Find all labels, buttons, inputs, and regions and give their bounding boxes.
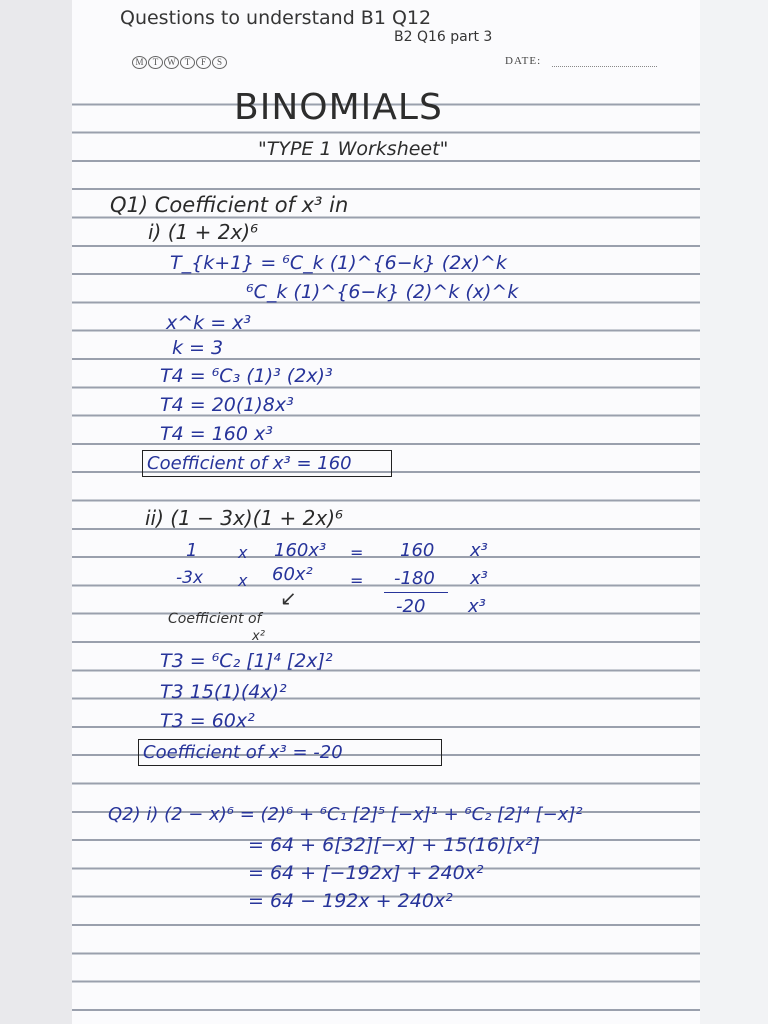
q1ii-r1-b: x xyxy=(238,543,248,562)
q2-line4: = 64 − 192x + 240x² xyxy=(248,890,453,912)
page-edge xyxy=(700,0,768,1024)
date-line xyxy=(552,66,657,67)
q1ii-r2-b: x xyxy=(238,571,248,590)
q1-heading: Q1) Coefficient of x³ in xyxy=(110,193,349,217)
q1i-line2: ⁶C_k (1)^{6−k} (2)^k (x)^k xyxy=(246,281,519,303)
q1ii-arrow: ↙ xyxy=(280,586,297,610)
q1ii-r2-f: x³ xyxy=(470,568,488,589)
q1i-line3: x^k = x³ xyxy=(166,312,252,334)
q1i-line7: T4 = 160 x³ xyxy=(160,423,273,445)
q1ii-line1: T3 = ⁶C₂ [1]⁴ [2x]² xyxy=(160,650,333,672)
q1ii-note1: Coefficient of xyxy=(168,611,262,627)
date-label: DATE: xyxy=(505,55,542,67)
day-w[interactable]: W xyxy=(164,56,179,69)
day-s[interactable]: S xyxy=(212,56,227,69)
q1ii-line2: T3 15(1)(4x)² xyxy=(160,681,287,703)
day-t[interactable]: T xyxy=(148,56,163,69)
q1i-line1: T_{k+1} = ⁶C_k (1)^{6−k} (2x)^k xyxy=(170,252,507,274)
q1ii-r2-a: -3x xyxy=(176,568,204,588)
q1-part-i-expr: i) (1 + 2x)⁶ xyxy=(148,220,259,244)
page-subtitle: "TYPE 1 Worksheet" xyxy=(258,138,449,160)
q2-line3: = 64 + [−192x] + 240x² xyxy=(248,862,484,884)
q1i-line5: T4 = ⁶C₃ (1)³ (2x)³ xyxy=(160,365,333,387)
q1-part-ii-expr: ii) (1 − 3x)(1 + 2x)⁶ xyxy=(145,506,344,530)
q2-line1: Q2) i) (2 − x)⁶ = (2)⁶ + ⁶C₁ [2]⁵ [−x]¹ + ⁶C₂ [2]⁴ [−x]² xyxy=(108,804,583,825)
q1ii-r2-e: -180 xyxy=(394,568,435,589)
q1ii-r1-a: 1 xyxy=(186,540,198,561)
day-t2[interactable]: T xyxy=(180,56,195,69)
q1ii-sum: -20 xyxy=(396,596,426,617)
q1ii-sum-x: x³ xyxy=(468,596,486,617)
q2-line2: = 64 + 6[32][−x] + 15(16)[x²] xyxy=(248,834,541,856)
weekday-selector xyxy=(132,53,228,69)
q1ii-line3: T3 = 60x² xyxy=(160,710,255,732)
q1i-line6: T4 = 20(1)8x³ xyxy=(160,394,294,416)
q1i-line4: k = 3 xyxy=(172,337,224,359)
q1ii-answer: Coefficient of x³ = -20 xyxy=(143,742,343,763)
q1ii-sum-line xyxy=(384,592,448,593)
day-f[interactable]: F xyxy=(196,56,211,69)
q1ii-note2: x² xyxy=(252,629,265,644)
q1i-answer: Coefficient of x³ = 160 xyxy=(147,453,352,474)
q1ii-r2-c: 60x² xyxy=(272,564,313,585)
q1ii-r1-f: x³ xyxy=(470,540,488,561)
q1ii-r1-c: 160x³ xyxy=(274,540,327,561)
day-m[interactable]: M xyxy=(132,56,147,69)
q1ii-r2-d: = xyxy=(350,571,364,590)
page-title: BINOMIALS xyxy=(234,87,443,128)
q1ii-r1-e: 160 xyxy=(400,540,435,561)
header-note-line1: Questions to understand B1 Q12 xyxy=(120,7,432,29)
header-note-line2: B2 Q16 part 3 xyxy=(394,29,493,45)
q1ii-r1-d: = xyxy=(350,543,364,562)
